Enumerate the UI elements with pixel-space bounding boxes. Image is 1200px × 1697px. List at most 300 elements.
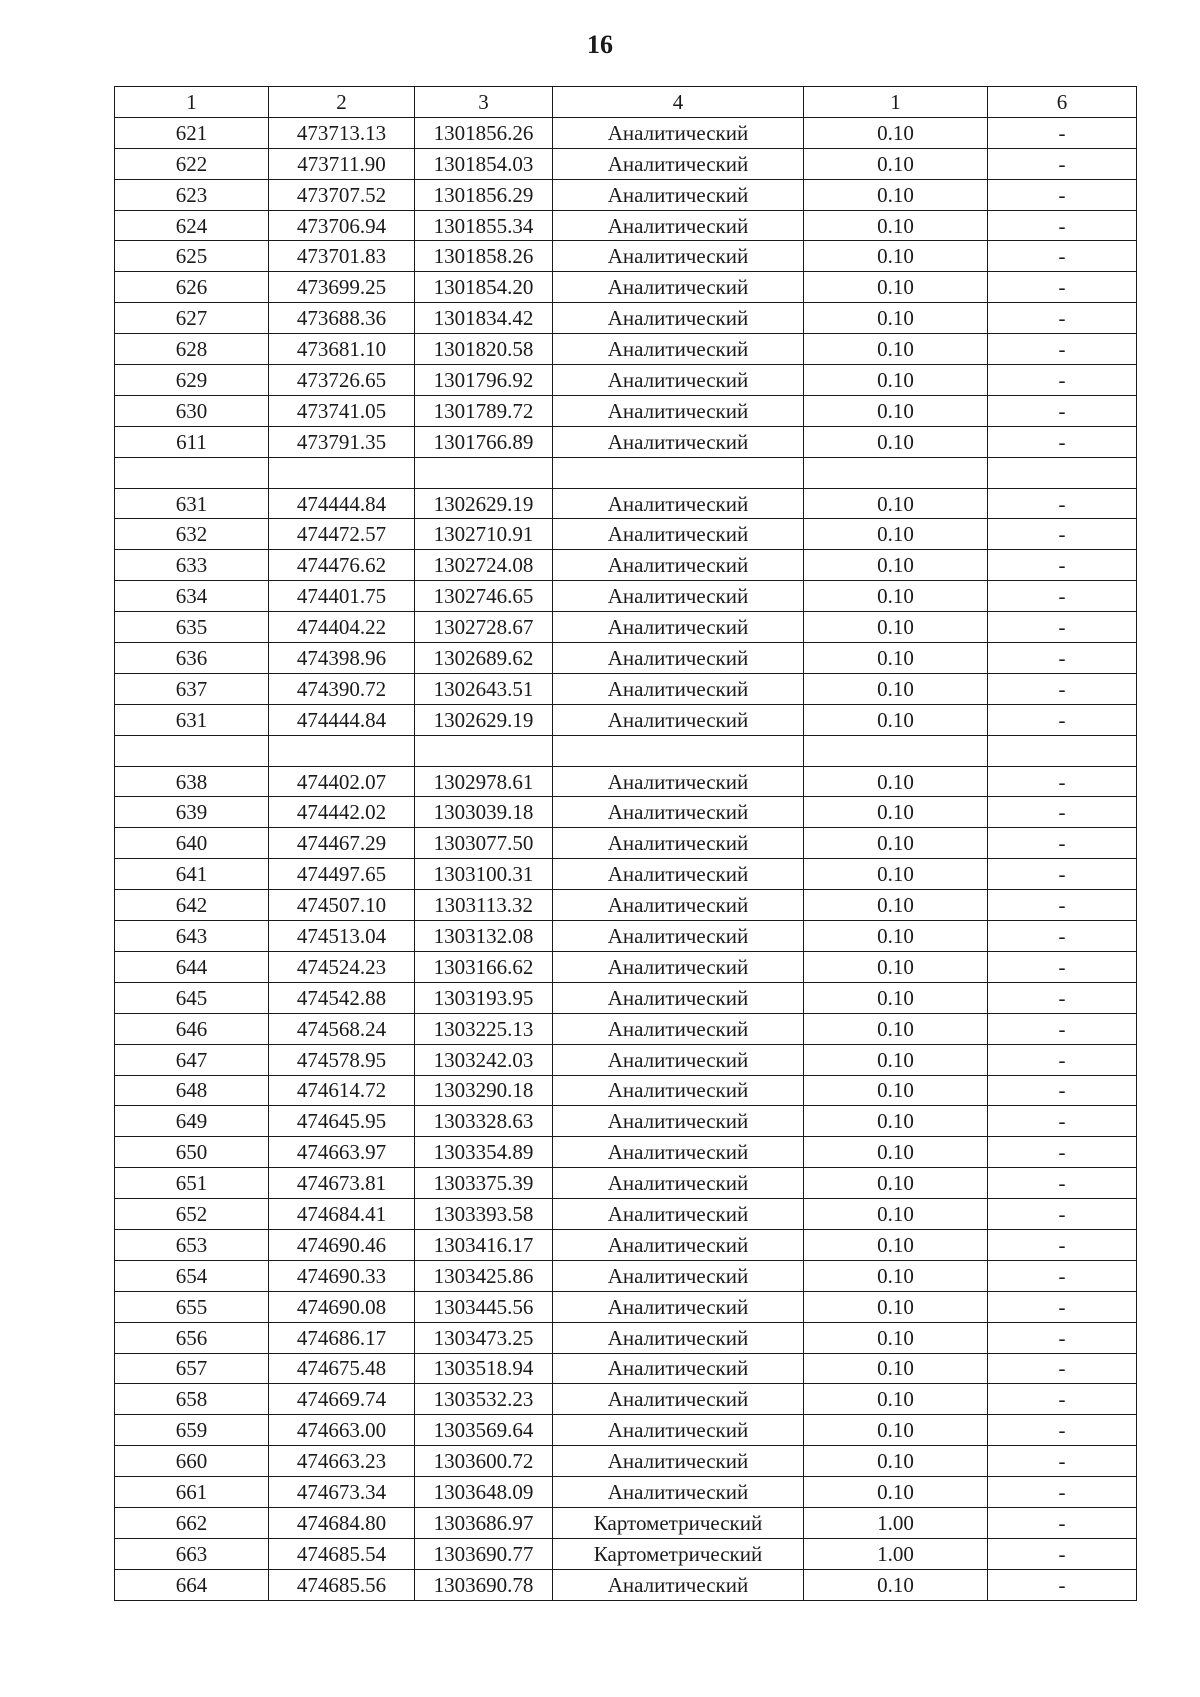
- table-cell: Аналитический: [553, 272, 804, 303]
- table-cell: 0.10: [804, 1199, 988, 1230]
- table-row: [115, 1569, 1137, 1600]
- table-cell: Аналитический: [553, 488, 804, 519]
- table-cell: 0.10: [804, 859, 988, 890]
- table-cell: Картометрический: [553, 1507, 804, 1538]
- table-cell: Аналитический: [553, 426, 804, 457]
- table-cell: 0.10: [804, 1384, 988, 1415]
- table-cell: -: [988, 272, 1137, 303]
- table-cell: Аналитический: [553, 828, 804, 859]
- table-row: [115, 457, 1137, 488]
- table-cell: 474542.88: [269, 982, 415, 1013]
- table-cell: 662: [115, 1507, 269, 1538]
- table-cell: 473707.52: [269, 179, 415, 210]
- table-cell: 1303193.95: [415, 982, 553, 1013]
- table-row: [115, 982, 1137, 1013]
- table-cell: 474524.23: [269, 951, 415, 982]
- table-cell: 631: [115, 488, 269, 519]
- table-cell: Картометрический: [553, 1538, 804, 1569]
- table-cell: 0.10: [804, 117, 988, 148]
- table-cell: Аналитический: [553, 1013, 804, 1044]
- table-cell: 1303132.08: [415, 921, 553, 952]
- table-cell: 474472.57: [269, 519, 415, 550]
- table-row: [115, 1353, 1137, 1384]
- table-cell: Аналитический: [553, 303, 804, 334]
- table-cell: 473706.94: [269, 210, 415, 241]
- table-cell: 474690.08: [269, 1291, 415, 1322]
- table-cell: 1302629.19: [415, 704, 553, 735]
- table-row: [115, 1199, 1137, 1230]
- table-cell: 646: [115, 1013, 269, 1044]
- table-cell: 1302746.65: [415, 581, 553, 612]
- table-cell: 650: [115, 1137, 269, 1168]
- table-cell: -: [988, 643, 1137, 674]
- table-cell: Аналитический: [553, 1569, 804, 1600]
- table-cell: 474663.23: [269, 1446, 415, 1477]
- table-cell: 654: [115, 1260, 269, 1291]
- table-cell: 0.10: [804, 581, 988, 612]
- column-header: 4: [553, 87, 804, 118]
- table-cell: 1302629.19: [415, 488, 553, 519]
- table-cell: 474444.84: [269, 704, 415, 735]
- table-cell: 1303600.72: [415, 1446, 553, 1477]
- table-cell: 0.10: [804, 426, 988, 457]
- table-cell: -: [988, 241, 1137, 272]
- table-row: [115, 921, 1137, 952]
- table-cell: 0.10: [804, 1106, 988, 1137]
- table-cell: Аналитический: [553, 1415, 804, 1446]
- table-row: [115, 1384, 1137, 1415]
- table-cell: -: [988, 1569, 1137, 1600]
- table-cell: 1303686.97: [415, 1507, 553, 1538]
- table-cell: 0.10: [804, 272, 988, 303]
- table-cell: -: [988, 1415, 1137, 1446]
- table-row: [115, 241, 1137, 272]
- table-cell: Аналитический: [553, 951, 804, 982]
- table-cell: 474669.74: [269, 1384, 415, 1415]
- table-cell: -: [988, 890, 1137, 921]
- table-row: [115, 1415, 1137, 1446]
- table-cell: 1301858.26: [415, 241, 553, 272]
- table-cell: -: [988, 1260, 1137, 1291]
- column-header: 1: [115, 87, 269, 118]
- table-row: [115, 673, 1137, 704]
- table-cell: 473726.65: [269, 365, 415, 396]
- table-cell: -: [988, 117, 1137, 148]
- table-cell: -: [988, 859, 1137, 890]
- table-cell: 1303077.50: [415, 828, 553, 859]
- table-cell: 1303225.13: [415, 1013, 553, 1044]
- table-cell: 652: [115, 1199, 269, 1230]
- table-cell: Аналитический: [553, 1075, 804, 1106]
- table-body: [115, 117, 1137, 1600]
- table-cell: 0.10: [804, 921, 988, 952]
- table-cell: 0.10: [804, 550, 988, 581]
- table-cell: -: [988, 921, 1137, 952]
- table-cell: 474645.95: [269, 1106, 415, 1137]
- table-cell: 1301766.89: [415, 426, 553, 457]
- table-cell: 0.10: [804, 148, 988, 179]
- table-cell: 474476.62: [269, 550, 415, 581]
- table-cell: 622: [115, 148, 269, 179]
- table-cell: 625: [115, 241, 269, 272]
- table-cell: 0.10: [804, 303, 988, 334]
- table-cell: 0.10: [804, 395, 988, 426]
- table-cell: 1301856.29: [415, 179, 553, 210]
- table-cell: -: [988, 488, 1137, 519]
- table-cell: 0.10: [804, 828, 988, 859]
- table-cell: [804, 457, 988, 488]
- table-cell: Аналитический: [553, 241, 804, 272]
- table-cell: -: [988, 1229, 1137, 1260]
- table-cell: 1301796.92: [415, 365, 553, 396]
- table-cell: 1.00: [804, 1507, 988, 1538]
- table-cell: 1303416.17: [415, 1229, 553, 1260]
- table-cell: -: [988, 1384, 1137, 1415]
- table-cell: 637: [115, 673, 269, 704]
- table-cell: 474578.95: [269, 1044, 415, 1075]
- table-cell: -: [988, 797, 1137, 828]
- table-cell: 649: [115, 1106, 269, 1137]
- table-cell: 632: [115, 519, 269, 550]
- table-cell: -: [988, 210, 1137, 241]
- table-cell: 474673.34: [269, 1477, 415, 1508]
- table-cell: -: [988, 550, 1137, 581]
- table-cell: Аналитический: [553, 1260, 804, 1291]
- table-cell: -: [988, 426, 1137, 457]
- column-header: 1: [804, 87, 988, 118]
- table-cell: 1.00: [804, 1538, 988, 1569]
- table-row: [115, 890, 1137, 921]
- table-row: [115, 303, 1137, 334]
- page-number: 16: [587, 30, 613, 59]
- table-cell: 473741.05: [269, 395, 415, 426]
- table-cell: 631: [115, 704, 269, 735]
- table-cell: -: [988, 1322, 1137, 1353]
- table-cell: Аналитический: [553, 859, 804, 890]
- table-cell: -: [988, 179, 1137, 210]
- table-cell: 474685.54: [269, 1538, 415, 1569]
- table-cell: Аналитический: [553, 1199, 804, 1230]
- table-cell: 641: [115, 859, 269, 890]
- table-cell: 1301855.34: [415, 210, 553, 241]
- table-cell: Аналитический: [553, 210, 804, 241]
- table-cell: 643: [115, 921, 269, 952]
- table-cell: 474401.75: [269, 581, 415, 612]
- table-row: [115, 643, 1137, 674]
- table-cell: 630: [115, 395, 269, 426]
- table-cell: -: [988, 334, 1137, 365]
- table-cell: Аналитический: [553, 581, 804, 612]
- table-cell: 473713.13: [269, 117, 415, 148]
- table-cell: 664: [115, 1569, 269, 1600]
- table-cell: -: [988, 673, 1137, 704]
- table-cell: -: [988, 365, 1137, 396]
- table-cell: Аналитический: [553, 1477, 804, 1508]
- table-row: [115, 1291, 1137, 1322]
- table-cell: 663: [115, 1538, 269, 1569]
- table-cell: 1303690.78: [415, 1569, 553, 1600]
- table-cell: 651: [115, 1168, 269, 1199]
- table-cell: 1301856.26: [415, 117, 553, 148]
- table-cell: 474390.72: [269, 673, 415, 704]
- table-cell: 624: [115, 210, 269, 241]
- table-row: [115, 1013, 1137, 1044]
- table-cell: 474467.29: [269, 828, 415, 859]
- table-cell: Аналитический: [553, 1291, 804, 1322]
- table-cell: 474663.00: [269, 1415, 415, 1446]
- table-cell: 0.10: [804, 766, 988, 797]
- table-row: [115, 1075, 1137, 1106]
- table-cell: 1302728.67: [415, 612, 553, 643]
- table-cell: 660: [115, 1446, 269, 1477]
- table-cell: 0.10: [804, 1477, 988, 1508]
- table-cell: Аналитический: [553, 148, 804, 179]
- table-cell: Аналитический: [553, 890, 804, 921]
- table-cell: 627: [115, 303, 269, 334]
- table-cell: 1302643.51: [415, 673, 553, 704]
- table-cell: -: [988, 766, 1137, 797]
- table-cell: 642: [115, 890, 269, 921]
- table-cell: Аналитический: [553, 117, 804, 148]
- table-cell: 473711.90: [269, 148, 415, 179]
- table-cell: 1302710.91: [415, 519, 553, 550]
- table-cell: 0.10: [804, 797, 988, 828]
- table-cell: 626: [115, 272, 269, 303]
- table-cell: Аналитический: [553, 766, 804, 797]
- table-cell: 474684.41: [269, 1199, 415, 1230]
- table-cell: [269, 735, 415, 766]
- table-cell: 0.10: [804, 1446, 988, 1477]
- table-cell: 636: [115, 643, 269, 674]
- table-row: [115, 859, 1137, 890]
- table-cell: 648: [115, 1075, 269, 1106]
- table-cell: Аналитический: [553, 704, 804, 735]
- table-cell: -: [988, 704, 1137, 735]
- table-cell: 1303290.18: [415, 1075, 553, 1106]
- table-cell: 634: [115, 581, 269, 612]
- table-cell: 1303532.23: [415, 1384, 553, 1415]
- table-cell: 1303393.58: [415, 1199, 553, 1230]
- table-cell: 0.10: [804, 1569, 988, 1600]
- table-cell: 1301854.20: [415, 272, 553, 303]
- table-cell: Аналитический: [553, 519, 804, 550]
- table-cell: [115, 735, 269, 766]
- table-cell: [553, 457, 804, 488]
- table-row: [115, 1507, 1137, 1538]
- table-cell: 474673.81: [269, 1168, 415, 1199]
- table-cell: Аналитический: [553, 334, 804, 365]
- table-cell: -: [988, 148, 1137, 179]
- table-cell: 640: [115, 828, 269, 859]
- table-cell: [988, 735, 1137, 766]
- table-cell: 1303648.09: [415, 1477, 553, 1508]
- table-cell: 474690.33: [269, 1260, 415, 1291]
- table-cell: Аналитический: [553, 395, 804, 426]
- table-cell: 1303354.89: [415, 1137, 553, 1168]
- table-cell: 639: [115, 797, 269, 828]
- table-cell: [115, 457, 269, 488]
- table-cell: 0.10: [804, 241, 988, 272]
- table-cell: 629: [115, 365, 269, 396]
- table-row: [115, 612, 1137, 643]
- table-cell: 655: [115, 1291, 269, 1322]
- table-cell: 1303113.32: [415, 890, 553, 921]
- table-row: [115, 1168, 1137, 1199]
- table-cell: 621: [115, 117, 269, 148]
- table-row: [115, 581, 1137, 612]
- table-cell: [804, 735, 988, 766]
- table-cell: 474398.96: [269, 643, 415, 674]
- table-cell: 1302689.62: [415, 643, 553, 674]
- table-cell: 473681.10: [269, 334, 415, 365]
- table-cell: 1303328.63: [415, 1106, 553, 1137]
- table-cell: 1303445.56: [415, 1291, 553, 1322]
- table-cell: 474402.07: [269, 766, 415, 797]
- table-cell: 0.10: [804, 704, 988, 735]
- table-cell: Аналитический: [553, 365, 804, 396]
- table-row: [115, 1538, 1137, 1569]
- table-cell: 1303166.62: [415, 951, 553, 982]
- table-cell: 474614.72: [269, 1075, 415, 1106]
- table-cell: -: [988, 1168, 1137, 1199]
- table-cell: 659: [115, 1415, 269, 1446]
- table-cell: -: [988, 1075, 1137, 1106]
- table-cell: 1303690.77: [415, 1538, 553, 1569]
- table-cell: 474686.17: [269, 1322, 415, 1353]
- table-cell: 611: [115, 426, 269, 457]
- table-cell: 0.10: [804, 890, 988, 921]
- table-row: [115, 1322, 1137, 1353]
- table-row: [115, 1229, 1137, 1260]
- table-cell: Аналитический: [553, 1353, 804, 1384]
- table-row: [115, 828, 1137, 859]
- table-cell: 0.10: [804, 1260, 988, 1291]
- table-cell: [988, 457, 1137, 488]
- table-cell: 1303242.03: [415, 1044, 553, 1075]
- table-cell: Аналитический: [553, 1044, 804, 1075]
- table-cell: -: [988, 1013, 1137, 1044]
- table-cell: 628: [115, 334, 269, 365]
- table-cell: 0.10: [804, 612, 988, 643]
- table-cell: -: [988, 612, 1137, 643]
- table-cell: 1303569.64: [415, 1415, 553, 1446]
- table-cell: 473701.83: [269, 241, 415, 272]
- table-cell: Аналитический: [553, 673, 804, 704]
- table-cell: 1301854.03: [415, 148, 553, 179]
- table-cell: 1302724.08: [415, 550, 553, 581]
- table-cell: -: [988, 828, 1137, 859]
- table-cell: -: [988, 303, 1137, 334]
- table-cell: 473699.25: [269, 272, 415, 303]
- table-cell: 473688.36: [269, 303, 415, 334]
- table-cell: 1303425.86: [415, 1260, 553, 1291]
- table-cell: 661: [115, 1477, 269, 1508]
- table-row: [115, 488, 1137, 519]
- table-cell: 633: [115, 550, 269, 581]
- table-cell: Аналитический: [553, 643, 804, 674]
- column-header: 3: [415, 87, 553, 118]
- table-cell: 645: [115, 982, 269, 1013]
- table-cell: Аналитический: [553, 1106, 804, 1137]
- table-cell: -: [988, 1044, 1137, 1075]
- table-cell: -: [988, 1353, 1137, 1384]
- table-cell: [415, 457, 553, 488]
- table-row: [115, 766, 1137, 797]
- table-row: [115, 1137, 1137, 1168]
- table-cell: 0.10: [804, 1075, 988, 1106]
- table-cell: 473791.35: [269, 426, 415, 457]
- table-cell: -: [988, 519, 1137, 550]
- table-cell: 0.10: [804, 1229, 988, 1260]
- table-row: [115, 951, 1137, 982]
- table-cell: 474442.02: [269, 797, 415, 828]
- table-cell: Аналитический: [553, 612, 804, 643]
- table-cell: Аналитический: [553, 1137, 804, 1168]
- table-row: [115, 272, 1137, 303]
- table-cell: 1301789.72: [415, 395, 553, 426]
- table-row: [115, 1044, 1137, 1075]
- table-cell: 1301834.42: [415, 303, 553, 334]
- table-row: [115, 1106, 1137, 1137]
- table-row: [115, 334, 1137, 365]
- table-cell: Аналитический: [553, 1229, 804, 1260]
- table-cell: [269, 457, 415, 488]
- table-cell: Аналитический: [553, 1168, 804, 1199]
- table-cell: 644: [115, 951, 269, 982]
- table-row: [115, 1260, 1137, 1291]
- table-cell: 0.10: [804, 1168, 988, 1199]
- table-cell: 653: [115, 1229, 269, 1260]
- table-cell: -: [988, 951, 1137, 982]
- table-cell: 474444.84: [269, 488, 415, 519]
- table-cell: 0.10: [804, 519, 988, 550]
- table-cell: Аналитический: [553, 179, 804, 210]
- table-cell: 1303100.31: [415, 859, 553, 890]
- table-cell: 0.10: [804, 334, 988, 365]
- table-row: [115, 395, 1137, 426]
- table-cell: 474513.04: [269, 921, 415, 952]
- table-row: [115, 1446, 1137, 1477]
- table-cell: 635: [115, 612, 269, 643]
- table-cell: [415, 735, 553, 766]
- table-cell: 474507.10: [269, 890, 415, 921]
- table-cell: Аналитический: [553, 921, 804, 952]
- table-row: [115, 1477, 1137, 1508]
- column-header: 2: [269, 87, 415, 118]
- table-cell: -: [988, 395, 1137, 426]
- table-cell: 0.10: [804, 365, 988, 396]
- column-header: 6: [988, 87, 1137, 118]
- table-cell: 0.10: [804, 488, 988, 519]
- table-cell: 0.10: [804, 982, 988, 1013]
- table-cell: [553, 735, 804, 766]
- table-cell: 656: [115, 1322, 269, 1353]
- table-row: [115, 797, 1137, 828]
- table-cell: 474675.48: [269, 1353, 415, 1384]
- table-row: [115, 210, 1137, 241]
- table-cell: Аналитический: [553, 550, 804, 581]
- table-cell: 0.10: [804, 210, 988, 241]
- table-cell: Аналитический: [553, 982, 804, 1013]
- table-cell: -: [988, 1538, 1137, 1569]
- table-cell: Аналитический: [553, 1322, 804, 1353]
- table-cell: 0.10: [804, 1291, 988, 1322]
- table-cell: 474404.22: [269, 612, 415, 643]
- table-cell: Аналитический: [553, 1384, 804, 1415]
- table-cell: 0.10: [804, 1353, 988, 1384]
- table-cell: 0.10: [804, 179, 988, 210]
- table-row: [115, 519, 1137, 550]
